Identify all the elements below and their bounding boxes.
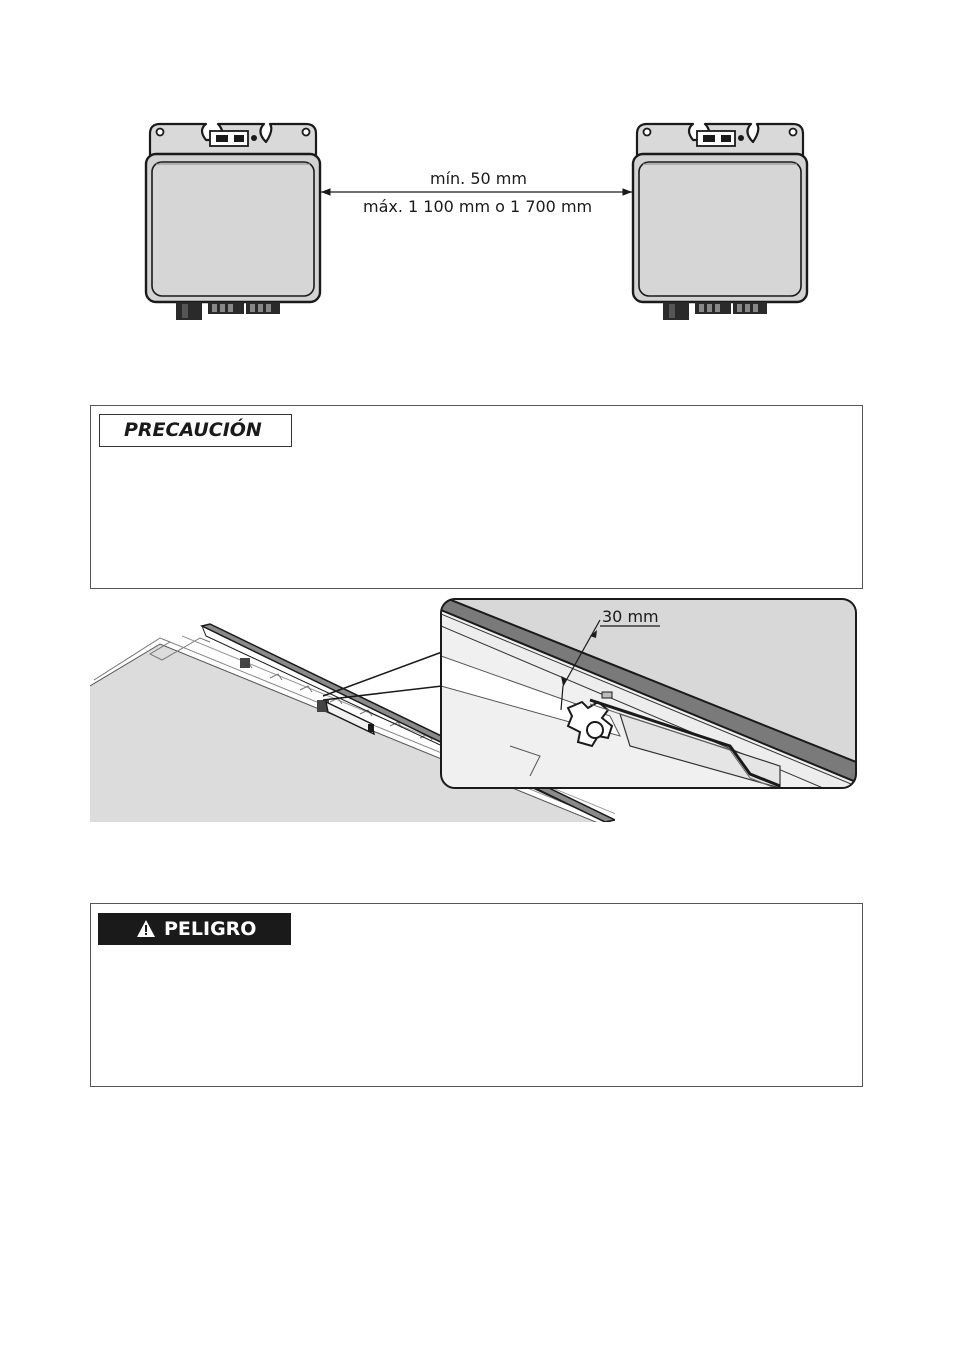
detail-dimension-label: 30 mm bbox=[602, 607, 659, 626]
dimension-max-label: máx. 1 100 mm o 1 700 mm bbox=[363, 197, 593, 216]
caution-label: PRECAUCIÓN bbox=[99, 414, 292, 447]
warning-triangle-icon bbox=[136, 919, 156, 938]
figure-device-spacing bbox=[0, 0, 953, 340]
figure-roof-mounting bbox=[90, 596, 860, 824]
danger-label-text: PELIGRO bbox=[164, 918, 257, 940]
danger-label bbox=[98, 913, 291, 945]
device-right bbox=[633, 124, 807, 320]
dimension-min-label: mín. 50 mm bbox=[430, 169, 527, 188]
caution-notice bbox=[90, 405, 863, 589]
danger-notice bbox=[90, 903, 863, 1087]
device-left bbox=[146, 124, 320, 320]
